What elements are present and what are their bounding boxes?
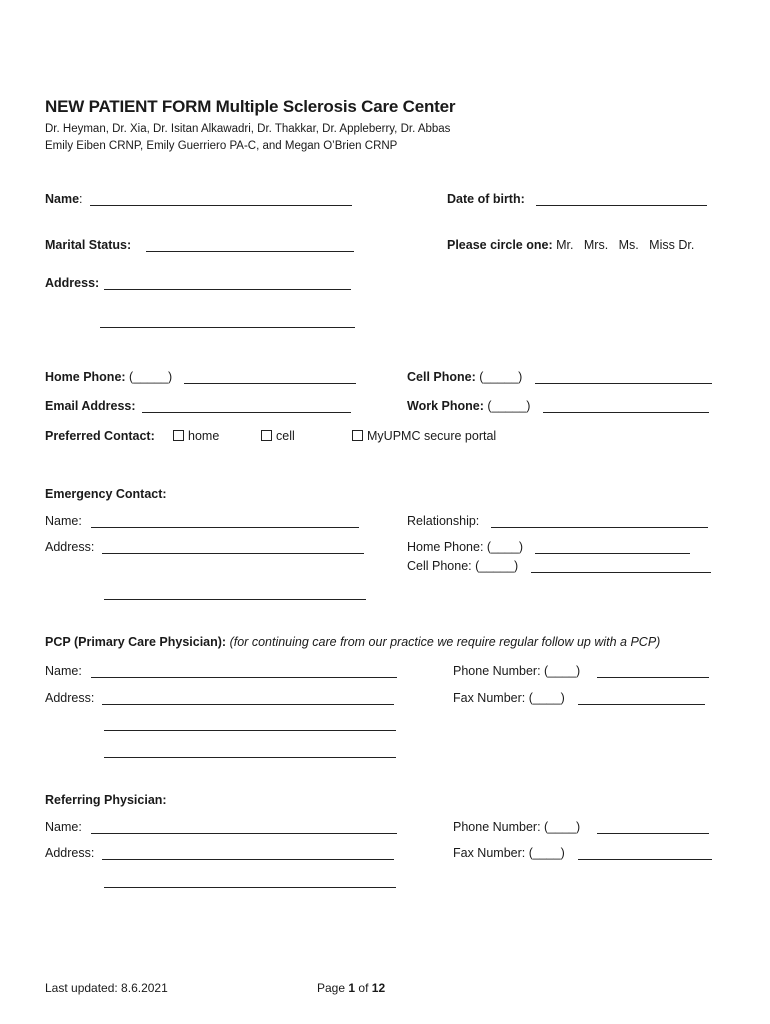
dob-field[interactable] <box>536 205 707 206</box>
referring-address-field-1[interactable] <box>102 859 394 860</box>
pcp-address-field-2[interactable] <box>104 730 396 731</box>
page-current: 1 <box>348 981 356 995</box>
name-label: Name <box>45 192 80 206</box>
emergency-cell-phone-label: Cell Phone: (_____) <box>407 559 519 573</box>
doctors-line-1: Dr. Heyman, Dr. Xia, Dr. Isitan Alkawadri, Dr. Thakkar, Dr. Appleberry, Dr. Abbas <box>45 123 451 135</box>
home-phone-field[interactable] <box>184 383 356 384</box>
portal-checkbox[interactable] <box>352 430 363 441</box>
emergency-address-field-1[interactable] <box>102 553 364 554</box>
pcp-heading: PCP (Primary Care Physician): <box>45 635 227 649</box>
emergency-address-label: Address: <box>45 540 95 554</box>
page-prefix: Page <box>317 981 346 995</box>
cell-phone-area: (_____) <box>479 370 523 384</box>
email-field[interactable] <box>142 412 351 413</box>
work-phone-field[interactable] <box>543 412 709 413</box>
emergency-name-field[interactable] <box>91 527 359 528</box>
salutation-group <box>447 238 694 252</box>
pcp-address-field-3[interactable] <box>104 757 396 758</box>
pcp-name-field[interactable] <box>91 677 397 678</box>
emergency-relationship-field[interactable] <box>491 527 708 528</box>
address-label: Address: <box>45 276 100 290</box>
last-updated: Last updated: 8.6.2021 <box>45 981 168 995</box>
pcp-address-field-1[interactable] <box>102 704 394 705</box>
referring-phone-field[interactable] <box>597 833 709 834</box>
referring-physician-heading: Referring Physician: <box>45 793 167 807</box>
form-title: NEW PATIENT FORM Multiple Sclerosis Care Center <box>45 97 456 116</box>
marital-status-label: Marital Status: <box>45 238 132 252</box>
preferred-portal-option[interactable] <box>352 429 496 443</box>
preferred-home-option[interactable] <box>173 429 219 443</box>
emergency-address-field-2[interactable] <box>104 599 366 600</box>
pcp-phone-field[interactable] <box>597 677 709 678</box>
emergency-contact-heading: Emergency Contact: <box>45 487 167 501</box>
preferred-cell-option[interactable] <box>261 429 295 443</box>
emergency-home-phone-field[interactable] <box>535 553 690 554</box>
cell-phone-group <box>407 370 522 384</box>
pcp-fax-label: Fax Number: (____) <box>453 691 565 705</box>
name-field[interactable] <box>90 205 352 206</box>
home-phone-label: Home Phone: <box>45 370 126 384</box>
referring-phone-label: Phone Number: (____) <box>453 820 581 834</box>
cell-option-label: cell <box>276 429 295 443</box>
name-colon: : <box>79 192 83 206</box>
home-checkbox[interactable] <box>173 430 184 441</box>
home-phone-area: (_____) <box>129 370 173 384</box>
name-label-group <box>45 192 83 206</box>
preferred-contact-label: Preferred Contact: <box>45 429 155 443</box>
page-number <box>317 981 385 995</box>
portal-option-label: MyUPMC secure portal <box>367 429 497 443</box>
referring-fax-field[interactable] <box>578 859 712 860</box>
address-field-line-1[interactable] <box>104 289 351 290</box>
dob-label: Date of birth: <box>447 192 525 206</box>
referring-address-field-2[interactable] <box>104 887 396 888</box>
pcp-address-label: Address: <box>45 691 95 705</box>
cell-phone-label: Cell Phone: <box>407 370 476 384</box>
referring-fax-label: Fax Number: (____) <box>453 846 565 860</box>
pcp-phone-label: Phone Number: (____) <box>453 664 581 678</box>
doctors-line-2: Emily Eiben CRNP, Emily Guerriero PA-C, and Megan O’Brien CRNP <box>45 140 398 152</box>
referring-name-field[interactable] <box>91 833 397 834</box>
pcp-name-label: Name: <box>45 664 82 678</box>
emergency-relationship-label: Relationship: <box>407 514 480 528</box>
pcp-note: (for continuing care from our practice we require regular follow up with a PCP) <box>229 635 661 649</box>
home-phone-group <box>45 370 172 384</box>
work-phone-area: (_____) <box>487 399 531 413</box>
work-phone-label: Work Phone: <box>407 399 484 413</box>
home-option-label: home <box>188 429 220 443</box>
salutation-options[interactable]: Mr. Mrs. Ms. Miss Dr. <box>556 238 695 252</box>
address-field-line-2[interactable] <box>100 327 355 328</box>
cell-phone-field[interactable] <box>535 383 712 384</box>
referring-address-label: Address: <box>45 846 95 860</box>
emergency-name-label: Name: <box>45 514 82 528</box>
referring-name-label: Name: <box>45 820 82 834</box>
email-label: Email Address: <box>45 399 136 413</box>
pcp-fax-field[interactable] <box>578 704 705 705</box>
emergency-home-phone-label: Home Phone: (____) <box>407 540 524 554</box>
page-total: 12 <box>371 981 386 995</box>
pcp-heading-group <box>45 635 660 649</box>
cell-checkbox[interactable] <box>261 430 272 441</box>
work-phone-group <box>407 399 530 413</box>
marital-status-field[interactable] <box>146 251 354 252</box>
page-of: of <box>358 981 369 995</box>
circle-one-label: Please circle one: <box>447 238 553 252</box>
emergency-cell-phone-field[interactable] <box>531 572 711 573</box>
